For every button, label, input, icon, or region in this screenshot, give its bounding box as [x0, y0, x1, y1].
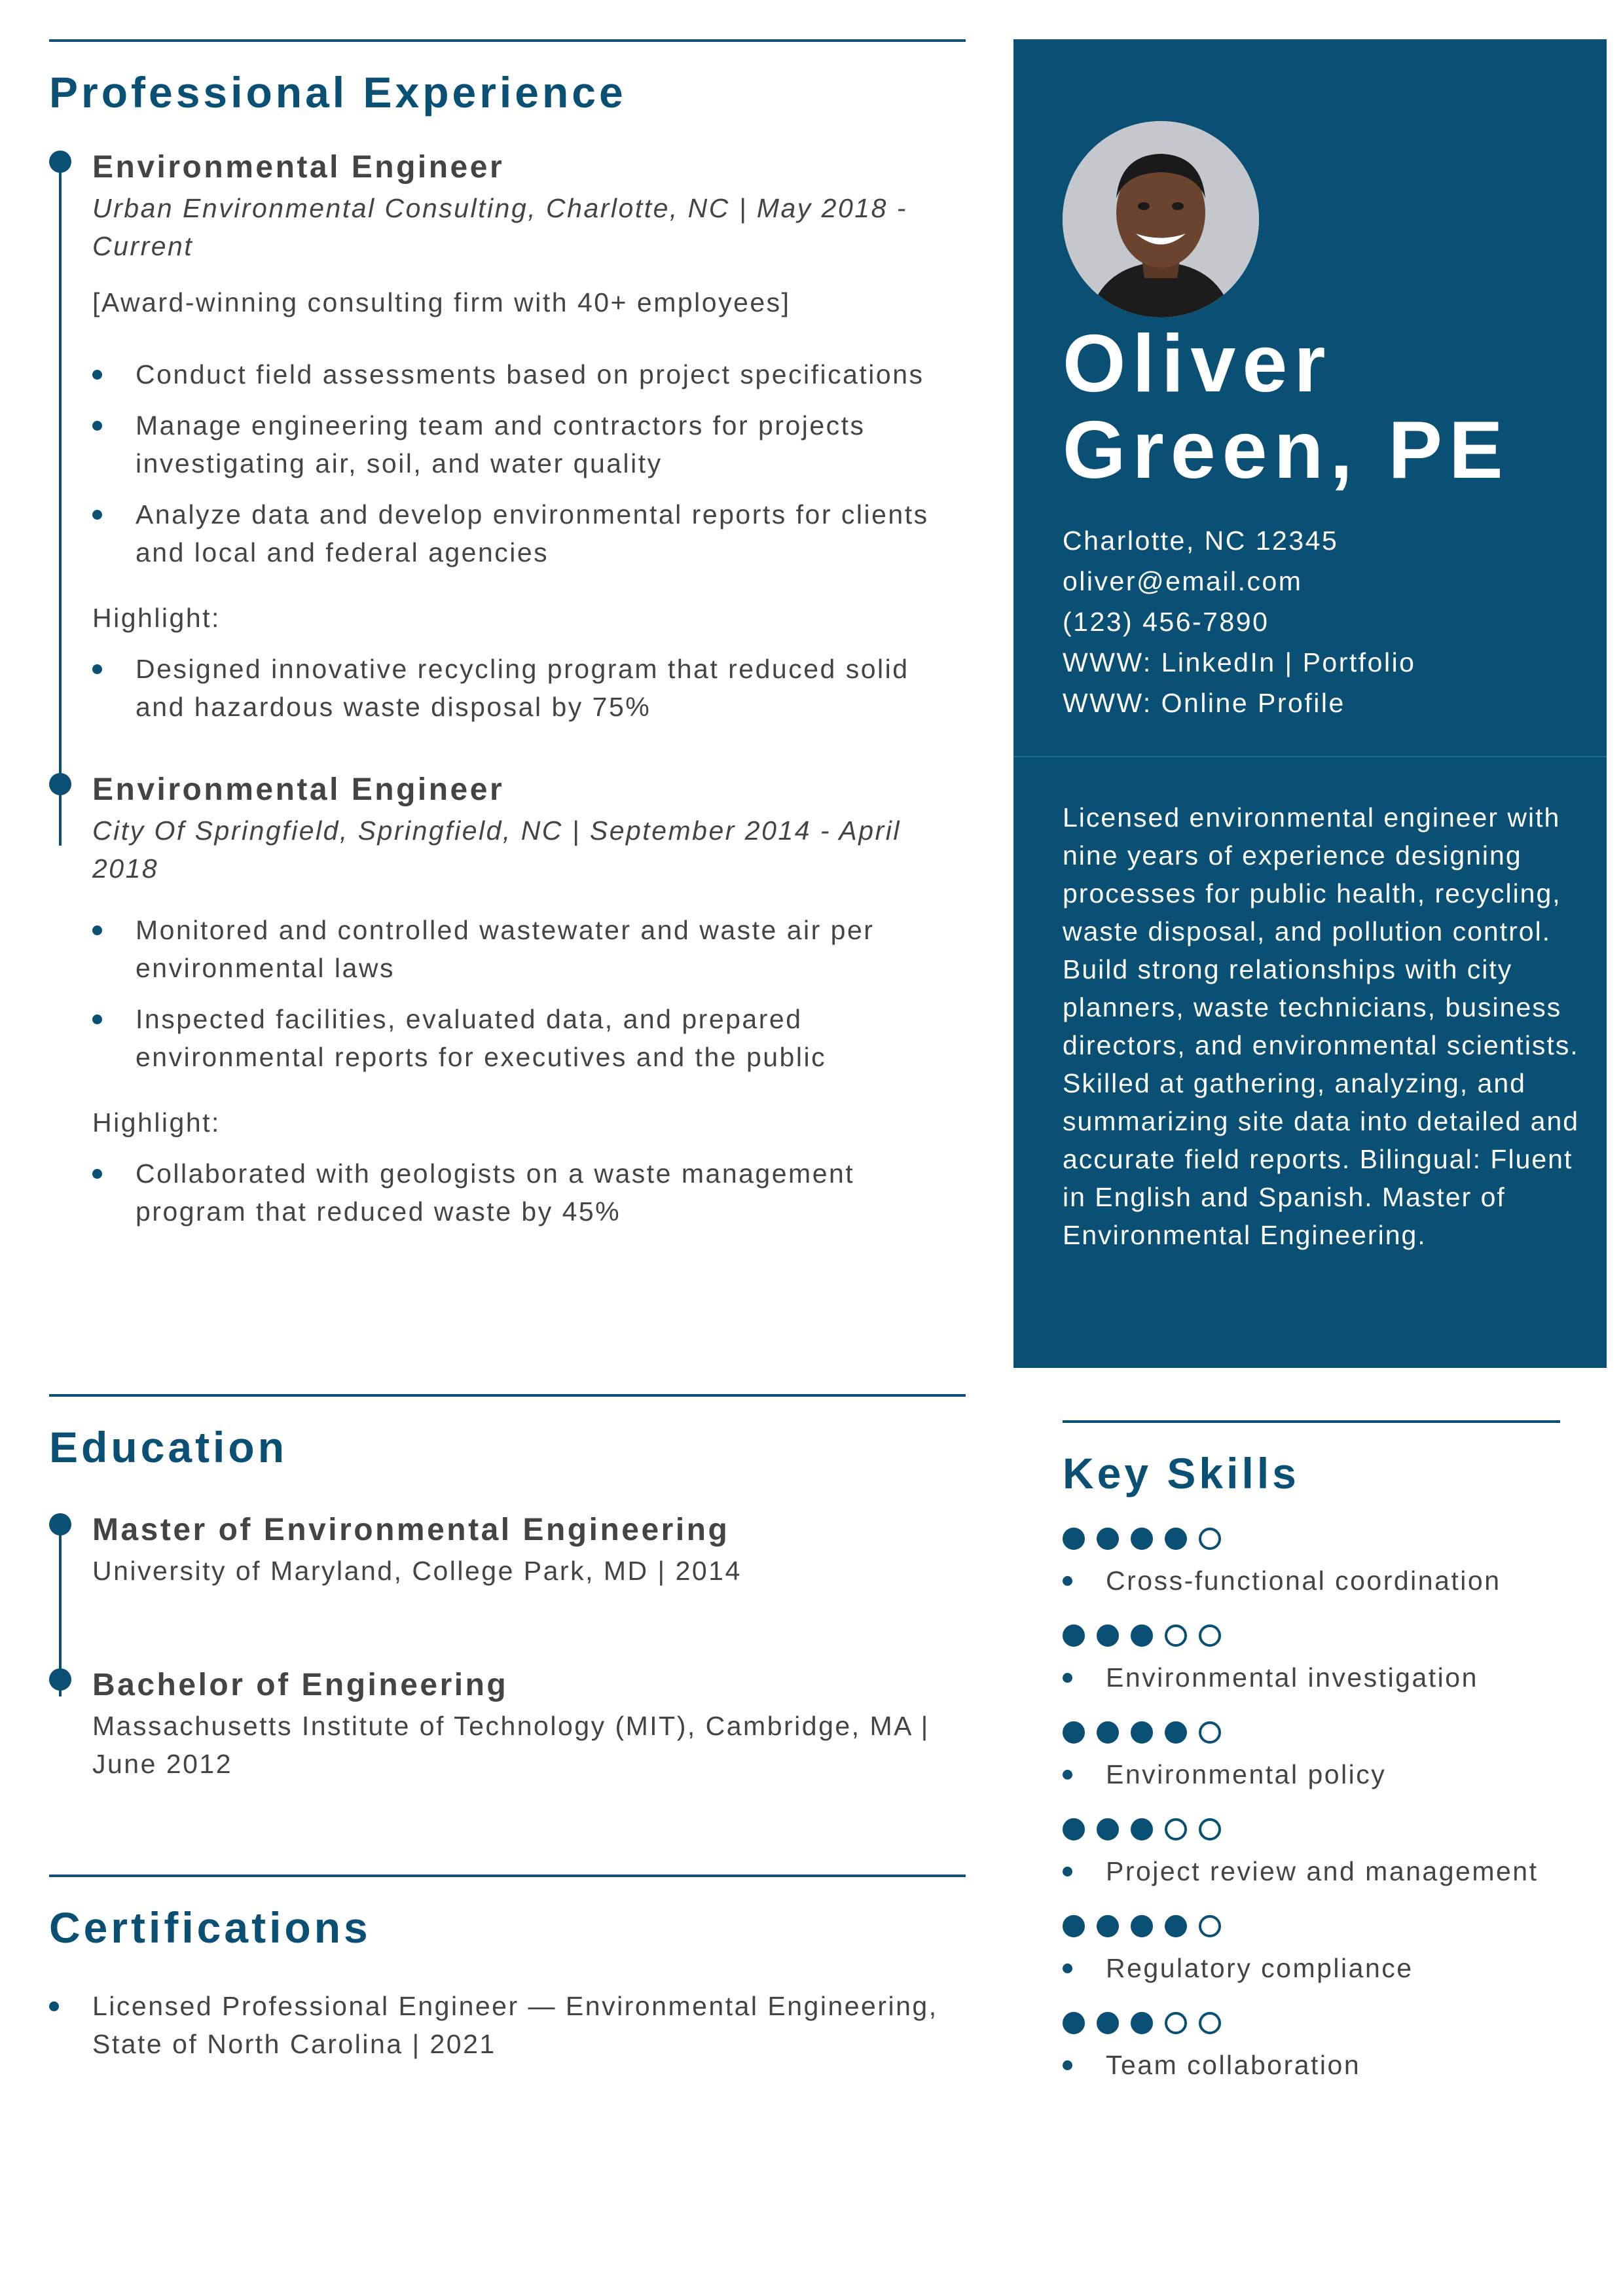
rating-dot-filled-icon	[1165, 1721, 1187, 1744]
section-divider	[1063, 1420, 1560, 1423]
rating-dot-filled-icon	[1097, 1528, 1119, 1550]
timeline-dot	[49, 773, 71, 795]
bullet-icon	[92, 510, 102, 520]
certifications-section	[49, 1874, 966, 2076]
job-bullets	[92, 911, 966, 1076]
job-entry	[92, 773, 966, 1230]
rating-dot-empty-icon	[1199, 2012, 1221, 2034]
bullet-icon	[1063, 1576, 1072, 1586]
skill-list	[1063, 1528, 1560, 2084]
bullet-icon	[49, 2001, 59, 2011]
contact-phone: (123) 456-7890	[1063, 607, 1269, 637]
education-section	[49, 1394, 966, 1783]
skill-item	[1063, 1528, 1560, 1600]
avatar	[1063, 121, 1259, 317]
section-title-education: Education	[49, 1423, 288, 1471]
skill-name: Environmental policy	[1063, 1755, 1560, 1793]
list-item: Licensed Professional Engineer — Environmental Engineering, State of North Carolina | 2021	[49, 1987, 966, 2063]
list-item: Analyze data and develop environmental reports for clients and local and federal agencies	[92, 495, 966, 571]
bullet-icon	[1063, 1867, 1072, 1876]
bullet-icon	[92, 1169, 102, 1179]
skill-rating	[1063, 1528, 1560, 1550]
section-divider	[49, 1394, 966, 1397]
rating-dot-filled-icon	[1063, 2012, 1085, 2034]
rating-dot-empty-icon	[1165, 2012, 1187, 2034]
skill-name: Project review and management	[1063, 1852, 1560, 1890]
degree-title: Bachelor of Engineering	[92, 1667, 509, 1702]
rating-dot-filled-icon	[1063, 1624, 1085, 1647]
rating-dot-filled-icon	[1131, 2012, 1153, 2034]
skill-rating	[1063, 2012, 1560, 2034]
skill-name: Environmental investigation	[1063, 1659, 1560, 1696]
experience-section	[49, 39, 966, 1230]
contact-email[interactable]: oliver@email.com	[1063, 566, 1303, 596]
skill-rating	[1063, 1818, 1560, 1840]
school-info: Massachusetts Institute of Technology (MIT), Cambridge, MA | June 2012	[92, 1710, 930, 1779]
bullet-icon	[92, 421, 102, 431]
timeline-dot	[49, 151, 71, 173]
rating-dot-filled-icon	[1097, 1721, 1119, 1744]
rating-dot-filled-icon	[1131, 1624, 1153, 1647]
bullet-icon	[92, 370, 102, 380]
bullet-icon	[1063, 1770, 1072, 1780]
skill-item	[1063, 1915, 1560, 1987]
rating-dot-empty-icon	[1199, 1624, 1221, 1647]
highlight-label: Highlight:	[92, 1107, 221, 1138]
education-entry	[92, 1513, 966, 1590]
rating-dot-filled-icon	[1131, 1528, 1153, 1550]
skill-item	[1063, 1624, 1560, 1696]
section-title-experience: Professional Experience	[49, 68, 627, 117]
list-item: Inspected facilities, evaluated data, and prepared environmental reports for executives and the public	[92, 1000, 966, 1076]
skill-name: Regulatory compliance	[1063, 1949, 1560, 1987]
contact-web-links[interactable]: WWW: LinkedIn | Portfolio	[1063, 647, 1416, 677]
rating-dot-empty-icon	[1165, 1818, 1187, 1840]
job-title: Environmental Engineer	[92, 772, 505, 807]
skill-rating	[1063, 1915, 1560, 1937]
bullet-icon	[1063, 1964, 1072, 1973]
bullet-icon	[1063, 2060, 1072, 2070]
rating-dot-filled-icon	[1165, 1528, 1187, 1550]
rating-dot-empty-icon	[1199, 1528, 1221, 1550]
rating-dot-filled-icon	[1097, 1624, 1119, 1647]
profile-panel	[1013, 39, 1607, 1368]
degree-title: Master of Environmental Engineering	[92, 1513, 730, 1547]
bullet-icon	[92, 1014, 102, 1024]
rating-dot-empty-icon	[1199, 1915, 1221, 1937]
rating-dot-filled-icon	[1063, 1721, 1085, 1744]
skill-rating	[1063, 1721, 1560, 1744]
profile-summary: Licensed environmental engineer with nine years of experience designing processes for public health, recycling, waste disposal, and pollution control. Build strong relationships with city planners, waste technicians, business directors, and environmental scientists. Skilled at gathering, analyzing, and summarizing site data into detailed and accurate field reports. Bilingual: Fluent in English and Spanish. Master of Environmental Engineering.	[1063, 802, 1580, 1250]
timeline-line	[59, 164, 62, 846]
skill-item	[1063, 2012, 1560, 2084]
certification-list	[49, 1987, 966, 2063]
portrait-icon	[1063, 121, 1259, 317]
skill-rating	[1063, 1624, 1560, 1647]
rating-dot-filled-icon	[1097, 1818, 1119, 1840]
bullet-icon	[92, 664, 102, 674]
skill-item	[1063, 1818, 1560, 1890]
section-title-skills: Key Skills	[1063, 1449, 1300, 1498]
rating-dot-empty-icon	[1199, 1721, 1221, 1744]
contact-info	[1063, 520, 1416, 723]
skill-item	[1063, 1721, 1560, 1793]
school-info: University of Maryland, College Park, MD | 2014	[92, 1555, 742, 1586]
company-note: [Award-winning consulting firm with 40+ employees]	[92, 287, 791, 317]
main-column	[49, 39, 966, 2059]
highlight-label: Highlight:	[92, 602, 221, 633]
list-item: Collaborated with geologists on a waste management program that reduced waste by 45%	[92, 1155, 966, 1230]
contact-location: Charlotte, NC 12345	[1063, 526, 1339, 556]
list-item: Manage engineering team and contractors for projects investigating air, soil, and water quality	[92, 406, 966, 482]
list-item: Designed innovative recycling program that reduced solid and hazardous waste disposal by 75%	[92, 650, 966, 726]
rating-dot-filled-icon	[1063, 1818, 1085, 1840]
skill-name: Team collaboration	[1063, 2046, 1560, 2084]
rating-dot-empty-icon	[1199, 1818, 1221, 1840]
timeline-dot	[49, 1668, 71, 1691]
rating-dot-filled-icon	[1131, 1721, 1153, 1744]
panel-divider	[1013, 756, 1607, 757]
highlight-bullets	[92, 650, 966, 726]
job-meta: Urban Environmental Consulting, Charlotte, NC | May 2018 - Current	[92, 192, 907, 261]
section-divider	[49, 39, 966, 42]
rating-dot-filled-icon	[1063, 1528, 1085, 1550]
job-title: Environmental Engineer	[92, 150, 505, 185]
rating-dot-filled-icon	[1165, 1915, 1187, 1937]
bullet-icon	[92, 925, 102, 935]
job-bullets	[92, 355, 966, 571]
experience-timeline	[49, 151, 966, 1230]
education-timeline	[49, 1513, 966, 1783]
rating-dot-filled-icon	[1131, 1915, 1153, 1937]
highlight-bullets	[92, 1155, 966, 1230]
education-entry	[92, 1668, 966, 1783]
rating-dot-filled-icon	[1097, 2012, 1119, 2034]
job-meta: City Of Springfield, Springfield, NC | September 2014 - April 2018	[92, 815, 901, 884]
bullet-icon	[1063, 1673, 1072, 1683]
rating-dot-filled-icon	[1131, 1818, 1153, 1840]
skills-section	[1063, 1420, 1560, 2084]
list-item: Conduct field assessments based on project specifications	[92, 355, 966, 393]
section-divider	[49, 1874, 966, 1877]
list-item: Monitored and controlled wastewater and waste air per environmental laws	[92, 911, 966, 987]
candidate-name: Oliver Green, PE	[1063, 319, 1510, 495]
rating-dot-filled-icon	[1063, 1915, 1085, 1937]
section-title-certifications: Certifications	[49, 1903, 371, 1952]
rating-dot-empty-icon	[1165, 1624, 1187, 1647]
skill-name: Cross-functional coordination	[1063, 1562, 1560, 1600]
timeline-dot	[49, 1513, 71, 1535]
job-entry	[92, 151, 966, 726]
contact-online-profile[interactable]: WWW: Online Profile	[1063, 688, 1345, 718]
rating-dot-filled-icon	[1097, 1915, 1119, 1937]
